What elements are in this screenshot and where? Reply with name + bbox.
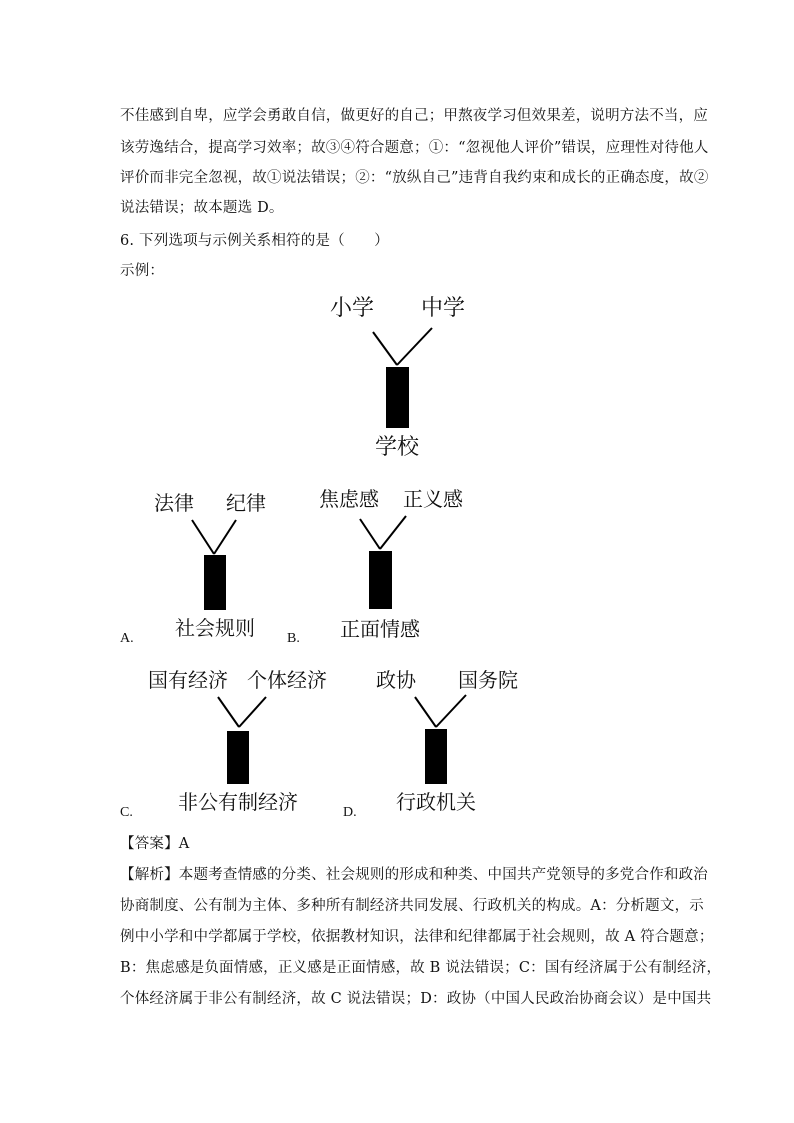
intro-line: 该劳逸结合，提高学习效率；故③④符合题意；①：“忽视他人评价”错误，应理性对待他人	[120, 140, 709, 156]
option-d-bottom-label: 行政机关	[396, 790, 476, 814]
analysis-line: B：焦虑感是负面情感，正义感是正面情感，故 B 说法错误；C：国有经济属于公有制经济，	[120, 960, 722, 976]
option-c-left-branch	[218, 697, 239, 727]
option-d-left-label: 政协	[376, 668, 416, 692]
intro-line: 评价而非完全忽视，故①说法错误；②：“放纵自己”违背自我约束和成长的正确态度，故②	[120, 170, 709, 186]
example-label: 示例：	[120, 263, 165, 279]
option-b-letter: B.	[287, 631, 300, 646]
option-a-right-branch	[214, 520, 236, 554]
option-c-diagram	[145, 665, 335, 820]
option-b-right-label: 正义感	[403, 487, 463, 511]
option-c-trunk	[227, 731, 249, 784]
example-left-label: 小学	[329, 296, 375, 321]
option-b-left-branch	[360, 519, 380, 549]
answer-text: 【答案】A	[120, 836, 190, 852]
option-a-left-label: 法律	[154, 491, 194, 515]
option-c-right-branch	[239, 697, 266, 727]
option-b-right-branch	[380, 516, 406, 549]
example-diagram	[325, 290, 475, 465]
intro-line: 说法错误；故本题选 D。	[120, 200, 284, 216]
option-c-letter: C.	[120, 805, 133, 820]
option-d-letter: D.	[343, 805, 357, 820]
option-d-diagram	[370, 665, 530, 820]
option-c-bottom-label: 非公有制经济	[178, 790, 298, 814]
analysis-line: 个体经济属于非公有制经济，故 C 说法错误；D：政协（中国人民政治协商会议）是中国共	[120, 991, 712, 1007]
option-c-left-label: 国有经济	[148, 668, 228, 692]
option-a-right-label: 纪律	[226, 491, 266, 515]
example-right-branch	[397, 328, 432, 365]
question-text: 6. 下列选项与示例关系相符的是（ ）	[120, 233, 389, 249]
option-c-right-label: 个体经济	[247, 668, 327, 692]
example-bottom-label: 学校	[374, 435, 420, 460]
option-d-left-branch	[415, 697, 436, 727]
example-right-label: 中学	[420, 296, 466, 321]
option-a-left-branch	[192, 520, 214, 554]
example-trunk	[386, 367, 409, 428]
analysis-line: 【解析】本题考查情感的分类、社会规则的形成和种类、中国共产党领导的多党合作和政治	[120, 867, 708, 883]
option-a-diagram	[150, 488, 280, 643]
option-b-bottom-label: 正面情感	[340, 617, 420, 641]
option-d-trunk	[425, 729, 447, 784]
option-d-right-label: 国务院	[458, 668, 518, 692]
intro-line: 不佳感到自卑，应学会勇敢自信，做更好的自己；甲熬夜学习但效果差，说明方法不当，应	[120, 108, 708, 124]
option-b-trunk	[369, 551, 392, 609]
analysis-line: 例中小学和中学都属于学校，依据教材知识，法律和纪律都属于社会规则，故 A 符合题意；	[120, 929, 714, 945]
option-a-bottom-label: 社会规则	[175, 616, 255, 640]
analysis-line: 协商制度、公有制为主体、多种所有制经济共同发展、行政机关的构成。A：分析题文，示	[120, 898, 704, 914]
option-a-trunk	[204, 555, 226, 610]
option-b-diagram	[312, 484, 472, 644]
example-left-branch	[373, 332, 397, 365]
option-b-left-label: 焦虑感	[319, 487, 379, 511]
option-a-letter: A.	[120, 631, 134, 646]
option-d-right-branch	[436, 695, 466, 727]
